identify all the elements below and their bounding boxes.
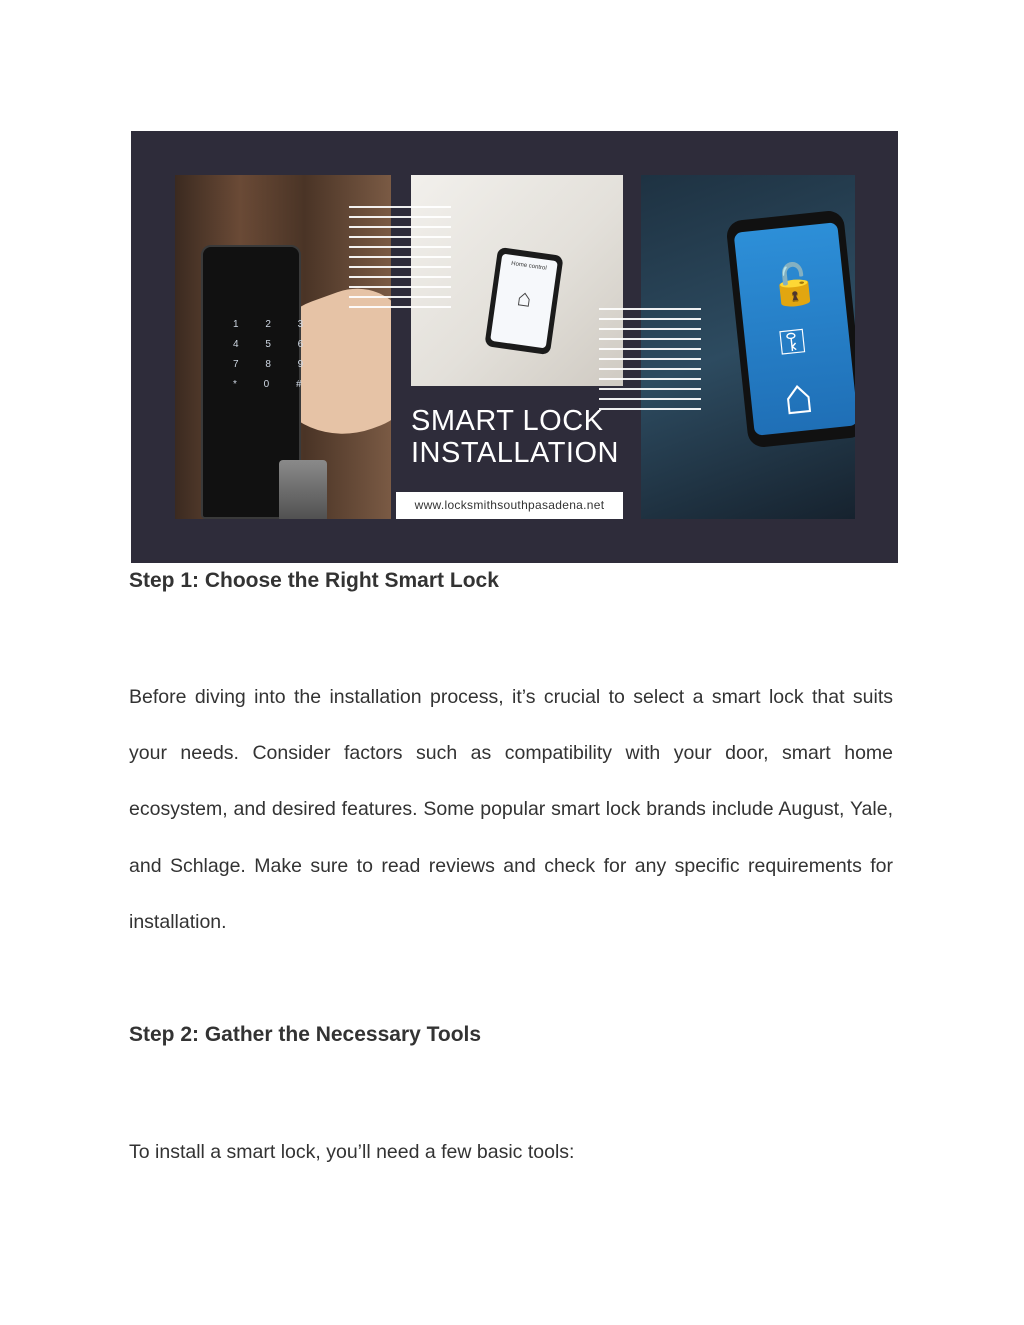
section-heading-step-1: Step 1: Choose the Right Smart Lock bbox=[129, 569, 499, 592]
house-icon: ⌂ bbox=[780, 366, 817, 426]
section-body-step-2: To install a smart lock, you’ll need a few basic tools: bbox=[129, 1141, 575, 1163]
decorative-lines-bottom bbox=[599, 308, 701, 418]
decorative-lines-top bbox=[349, 206, 451, 316]
smartphone-icon bbox=[725, 209, 855, 448]
section-heading-step-2: Step 2: Gather the Necessary Tools bbox=[129, 1023, 482, 1046]
lock-handle bbox=[279, 460, 327, 519]
tablet-icon bbox=[484, 247, 563, 355]
unlock-icon: 🔓 bbox=[767, 260, 822, 310]
tablet-screen bbox=[490, 254, 558, 349]
house-icon: ⌂ bbox=[515, 284, 534, 313]
key-icon: ⚿ bbox=[777, 322, 808, 363]
section-body-step-1: Before diving into the installation process, it’s crucial to select a smart lock that suits your needs. Consider factors such as compatibility with your door, smart home ecosystem, and desired features. Some popular smart lock brands include August, Yale, and Schlage. Make sure to read reviews and check for any specific requirements for installation. bbox=[129, 686, 893, 933]
tablet-screen-label: Home control bbox=[510, 260, 547, 272]
keypad-digits: 1 2 3 4 5 6 7 8 9 * 0 # bbox=[233, 319, 316, 390]
hero-title: SMART LOCK INSTALLATION bbox=[411, 405, 619, 469]
hero-url: www.locksmithsouthpasadena.net bbox=[396, 492, 623, 519]
phone-screen bbox=[734, 222, 855, 436]
hero-banner-image bbox=[131, 131, 898, 563]
